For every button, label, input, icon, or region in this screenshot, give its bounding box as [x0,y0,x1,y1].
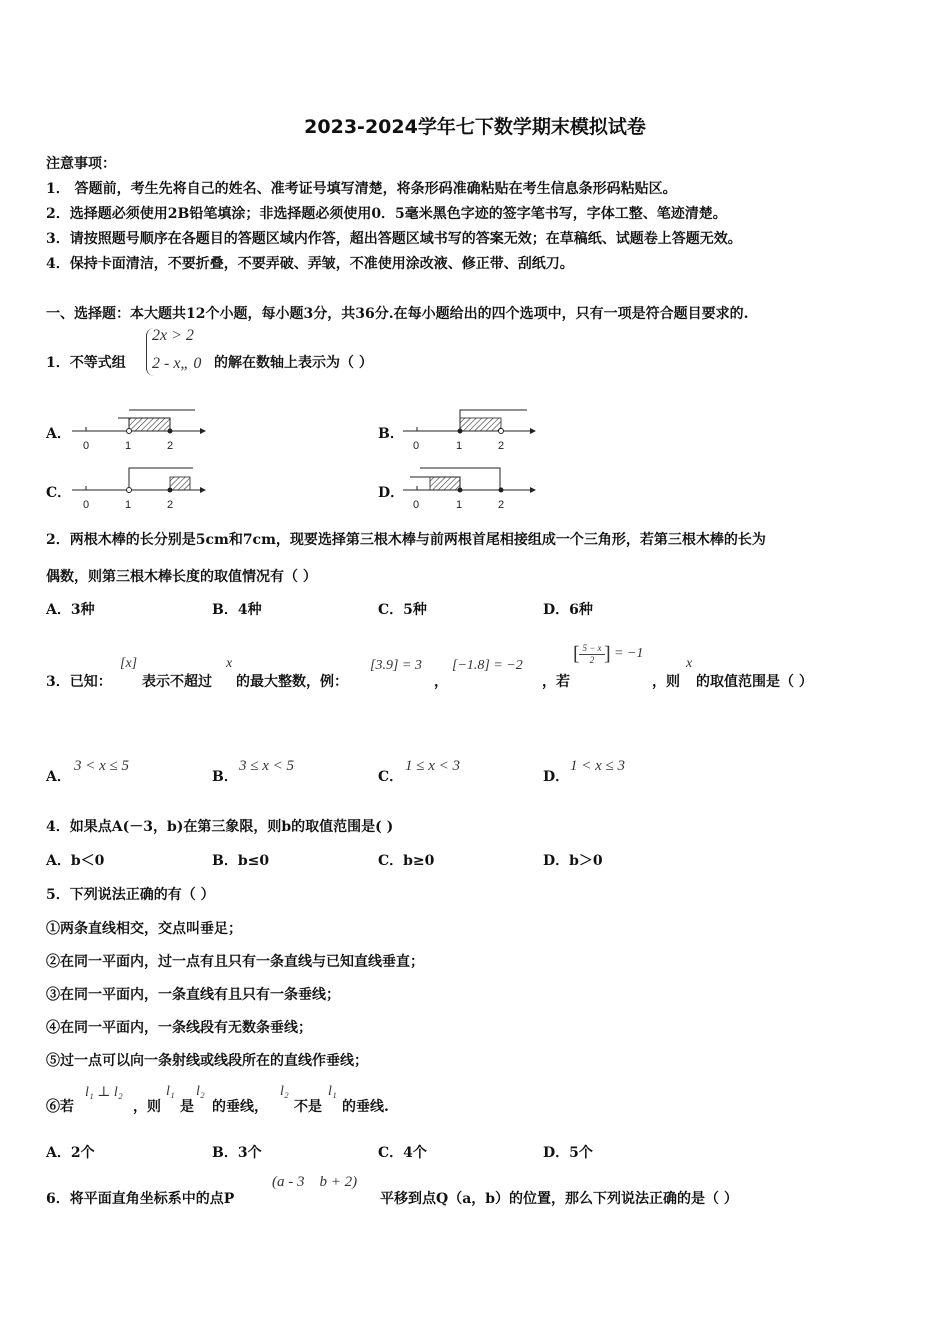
q3-option-b-label[interactable]: B． [212,769,238,785]
q2-option-a[interactable]: A．3种 [46,602,95,618]
q5-text: 的垂线. [342,1099,389,1115]
tick-label: 0 [413,499,420,511]
q2-text-line2: 偶数，则第三根木棒长度的取值情况有（ ） [46,569,317,585]
q6-math: (a - 3 b + 2) [272,1174,358,1190]
q3-text: 的取值范围是（ ） [696,674,813,690]
q5-math: l₂ [280,1084,289,1099]
notice-item: 2．选择题必须使用2B铅笔填涂；非选择题必须使用0．5毫米黑色字迹的签字笔书写，字体工整、笔迹清楚。 [46,206,727,222]
q5-option-d[interactable]: D．5个 [543,1145,593,1161]
q5-text: ，则 [133,1099,161,1115]
tick-label: 1 [456,440,463,452]
q1-option-c-label[interactable]: C． [46,485,72,501]
q3-bracket-left: [ [573,643,580,665]
q3-text: ，则 [652,674,680,690]
q4-option-d[interactable]: D．b＞0 [543,853,603,869]
q6-text: 平移到点Q（a，b）的位置，那么下列说法正确的是（ ） [380,1191,738,1207]
q1-option-d-label[interactable]: D． [378,485,405,501]
tick-label: 1 [125,499,132,511]
q1-number-lines [0,0,950,520]
q3-text: ，若 [542,674,570,690]
q5-text: 的垂线， [212,1099,268,1115]
tick-label: 2 [167,440,174,452]
tick-label: 2 [498,499,505,511]
q1-inequality-2: 2 - x„ 0 [152,355,202,372]
q3-text: 表示不超过 [142,674,212,690]
q2-text-line1: 2．两根木棒的长分别是5cm和7cm，现要选择第三根木棒与前两根首尾相接组成一个三角形，若第三根木棒的长为 [46,532,766,548]
q4-option-b[interactable]: B．b≤0 [212,853,270,869]
q1-option-b-label[interactable]: B． [378,426,404,442]
q5-math: l₁ [328,1084,337,1099]
q3-fraction-denominator: 2 [589,655,595,665]
tick-label: 0 [83,499,90,511]
q3-option-b-expr: 3 ≤ x < 5 [239,758,295,774]
q5-math: l₂ [196,1084,205,1099]
number-line-d [403,468,536,511]
q3-option-d-label[interactable]: D． [543,769,570,785]
q3-option-c-expr: 1 ≤ x < 3 [405,758,461,774]
notice-heading: 注意事项： [46,156,116,172]
q5-statement: ③在同一平面内，一条直线有且只有一条垂线； [46,987,340,1003]
q5-statement: ④在同一平面内，一条线段有无数条垂线； [46,1020,312,1036]
q5-math: l₁ ⊥ l₂ [85,1085,123,1100]
q3-math: x [226,656,233,671]
q1-prefix: 1．不等式组 [46,355,126,371]
q3-math: [3.9] = 3 [370,658,422,673]
notice-item: 4．保持卡面清洁，不要折叠，不要弄破、弄皱，不准使用涂改液、修正带、刮纸刀。 [46,256,574,272]
q5-option-c[interactable]: C．4个 [378,1145,427,1161]
tick-label: 0 [413,440,420,452]
number-line-b [403,410,536,452]
q5-option-b[interactable]: B．3个 [212,1145,262,1161]
q5-statement-6: ⑥若 [46,1099,74,1115]
q3-math: x [686,656,693,671]
page-title: 2023-2024学年七下数学期末模拟试卷 [304,116,646,138]
q3-math: [x] [120,656,138,671]
section-heading: 一、选择题：本大题共12个小题，每小题3分，共36分.在每小题给出的四个选项中，只有一项是符合题目要求的. [46,306,749,322]
q5-statement: ⑤过一点可以向一条射线或线段所在的直线作垂线； [46,1053,368,1069]
q1-suffix: 的解在数轴上表示为（ ） [214,355,373,371]
q5-option-a[interactable]: A．2个 [46,1145,95,1161]
q3-math: [−1.8] = −2 [452,658,523,673]
q3-text: ， [434,674,448,690]
q3-fraction-numerator: 5 − x [582,643,602,653]
q3-option-a-label[interactable]: A． [46,769,71,785]
notice-item: 1． 答题前，考生先将自己的姓名、准考证号填写清楚，将条形码准确粘贴在考生信息条形码粘贴区。 [46,181,677,197]
q5-statement: ①两条直线相交，交点叫垂足； [46,921,242,937]
q3-bracket-right: ] [604,643,611,665]
notice-item: 3．请按照题号顺序在各题目的答题区域内作答，超出答题区域书写的答案无效；在草稿纸、试题卷上答题无效。 [46,231,742,247]
q3-option-c-label[interactable]: C． [378,769,404,785]
tick-label: 2 [167,499,174,511]
tick-label: 0 [83,440,90,452]
q5-text: 不是 [294,1099,322,1115]
q6-text: 6．将平面直角坐标系中的点P [46,1191,235,1207]
q5-statement: ②在同一平面内，过一点有且只有一条直线与已知直线垂直； [46,954,424,970]
number-line-a [72,410,206,452]
q2-option-d[interactable]: D．6种 [543,602,593,618]
q1-inequality-1: 2x > 2 [152,327,194,344]
number-line-c [72,468,206,511]
q3-option-d-expr: 1 < x ≤ 3 [570,758,626,774]
tick-label: 1 [456,499,463,511]
tick-label: 1 [125,440,132,452]
q3-math: = −1 [614,646,644,661]
q3-text: 3．已知： [46,674,112,690]
q3-text: 的最大整数，例： [236,674,348,690]
q2-option-c[interactable]: C．5种 [378,602,427,618]
q3-option-a-expr: 3 < x ≤ 5 [74,758,130,774]
q2-option-b[interactable]: B．4种 [212,602,262,618]
q4-option-a[interactable]: A．b＜0 [46,853,105,869]
q4-text: 4．如果点A(－3，b)在第三象限，则b的取值范围是( ) [46,819,394,835]
q5-text: 是 [180,1099,194,1115]
q5-math: l₁ [166,1084,175,1099]
q1-option-a-label[interactable]: A． [46,426,71,442]
q5-text: 5．下列说法正确的有（ ） [46,887,215,903]
tick-label: 2 [498,440,505,452]
q4-option-c[interactable]: C．b≥0 [378,853,435,869]
